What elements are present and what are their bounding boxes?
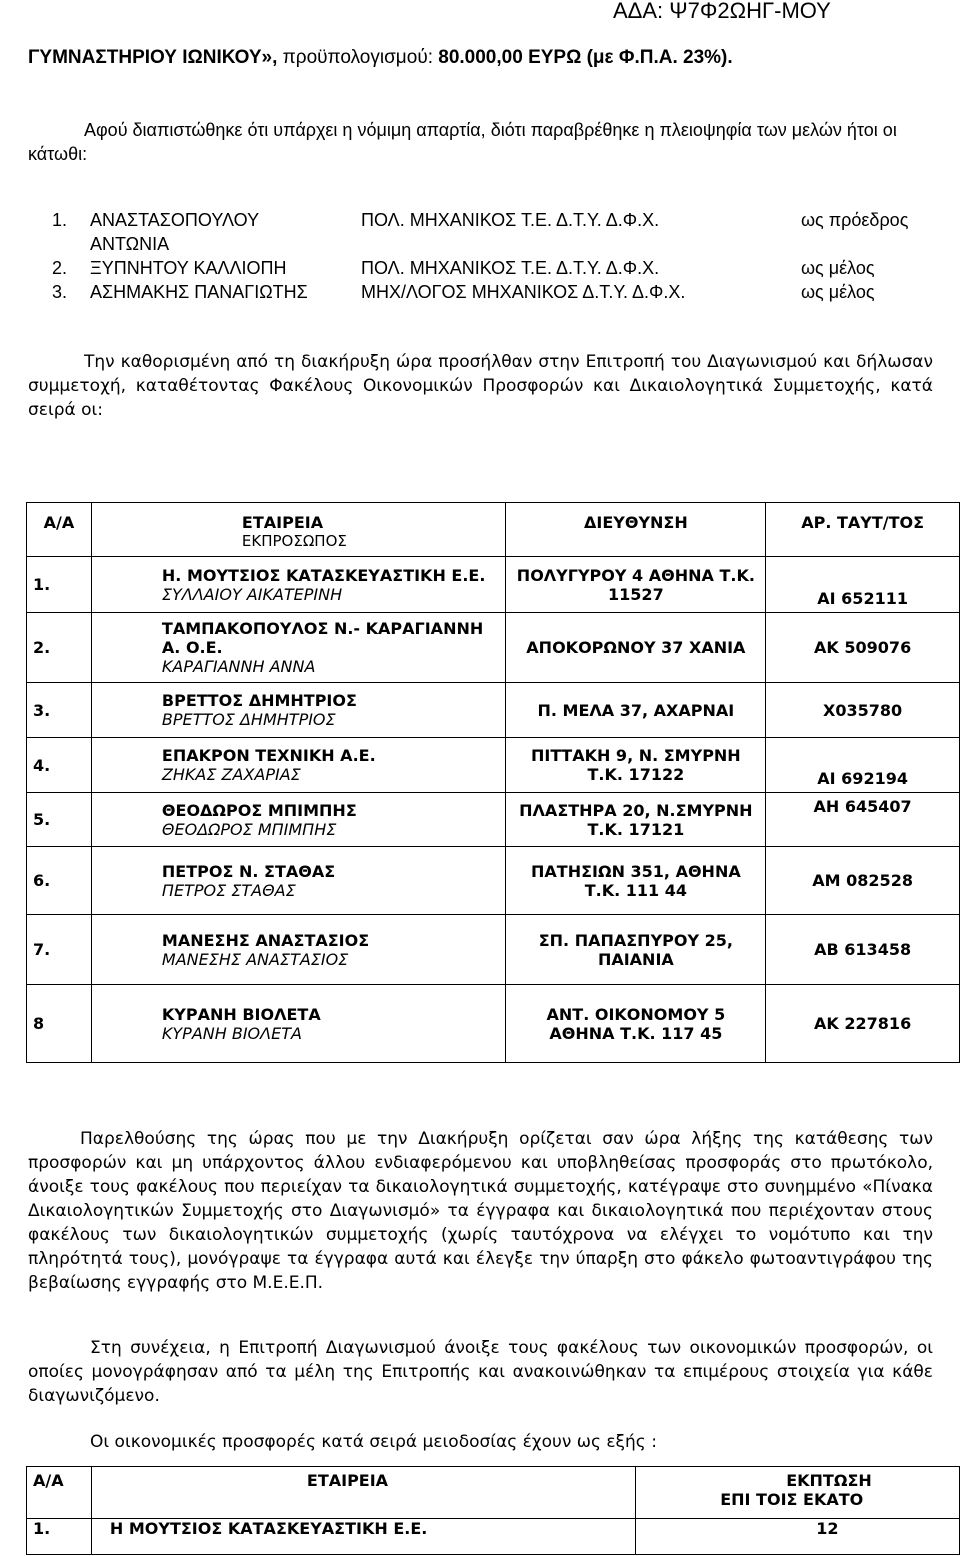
offers-table <box>26 1466 960 1555</box>
member-title: ΜΗΧ/ΛΟΓΟΣ ΜΗΧΑΝΙΚΟΣ Δ.Τ.Υ. Δ.Φ.Χ. <box>361 282 686 302</box>
row-company: ΤΑΜΠΑΚΟΠΟΥΛΟΣ Ν.- ΚΑΡΑΓΙΑΝΝΗ Α. Ο.Ε. <box>161 619 484 657</box>
row-company: ΚΥΡΑΝΗ ΒΙΟΛΕΤΑ <box>161 1004 321 1024</box>
row-company: ΕΠΑΚΡΟΝ ΤΕΧΝΙΚΗ Α.Ε. <box>161 746 376 765</box>
row-address: ΣΠ. ΠΑΠΑΣΠΥΡΟΥ 25, ΠΑΙΑΝΙΑ <box>506 915 766 985</box>
tender-title <box>28 44 928 72</box>
header-num: Α/Α <box>27 503 92 557</box>
member-role: ως μέλος <box>801 282 875 302</box>
table-header-row <box>27 503 960 557</box>
row-id: ΑΙ 652111 <box>766 557 960 613</box>
tender-title-bold-2: 80.000,00 ΕΥΡΩ (με Φ.Π.Α. 23%). <box>438 47 733 68</box>
offers-header-discount-2: ΕΠΙ ΤΟΙΣ ΕΚΑΤΟ <box>720 1490 864 1509</box>
member-title: ΠΟΛ. ΜΗΧΑΝΙΚΟΣ Τ.Ε. Δ.Τ.Υ. Δ.Φ.Χ. <box>361 258 660 278</box>
offers-header-num: Α/Α <box>27 1467 92 1519</box>
row-id: ΑΚ 227816 <box>766 985 960 1063</box>
row-id: ΑΙ 692194 <box>766 738 960 793</box>
row-num: 6. <box>27 847 92 915</box>
offers-intro: Οι οικονομικές προσφορές κατά σειρά μειοδοσίας έχουν ως εξής : <box>90 1432 657 1452</box>
document-code: ΑΔΑ: Ψ7Φ2ΩΗΓ-ΜΟΥ <box>613 0 831 23</box>
table-row <box>27 557 960 613</box>
offer-company: Η ΜΟΥΤΣΙΟΣ ΚΑΤΑΣΚΕΥΑΣΤΙΚΗ Ε.Ε. <box>91 1519 635 1555</box>
row-id: Χ035780 <box>766 683 960 738</box>
member-role: ως μέλος <box>801 258 875 278</box>
member-name: ΑΝΑΣΤΑΣΟΠΟΥΛΟΥ <box>90 210 260 230</box>
row-num: 3. <box>27 683 92 738</box>
row-num: 7. <box>27 915 92 985</box>
member-name: ΑΣΗΜΑΚΗΣ ΠΑΝΑΓΙΩΤΗΣ <box>90 282 308 302</box>
row-company: ΘΕΟΔΩΡΟΣ ΜΠΙΜΠΗΣ <box>161 800 357 820</box>
row-address: ΠΛΑΣΤΗΡΑ 20, Ν.ΣΜΥΡΝΗ Τ.Κ. 17121 <box>506 793 766 847</box>
row-rep: ΣΥΛΛΑΙΟΥ ΑΙΚΑΤΕΡΙΝΗ <box>161 584 343 604</box>
procedure-paragraph: Παρελθούσης της ώρας που με την Διακήρυξη ορίζεται σαν ώρα λήξης της κατάθεσης των προσφορών και μη υπάρχοντος άλλου ενδιαφερόμενου και υποβληθείσας προσφοράς στο πρωτόκολο, άνοιξε τους φακέλους που περιείχαν τα δικαιολογητικά συμμετοχής, κατέγραψε στο συνημμένο «Πίνακα Δικαιολογητικών Συμμετοχής στο Διαγωνισμό» τα έγγραφα και δικαιολογητικά που περιέχονταν στους φακέλους των δικαιολογητικών συμμετοχής (χωρίς ταυτόχρονα να ελέγχει το νομότυπο και την πληρότητά τους), μονόγραψε τα έγγραφα αυτά και έλεγξε την ύπαρξη στο φάκελο φωτοαντιγράφου της βεβαίωσης εγγραφής στο Μ.Ε.Ε.Π. <box>28 1129 933 1293</box>
row-company: ΒΡΕΤΤΟΣ ΔΗΜΗΤΡΙΟΣ <box>161 691 357 710</box>
row-address: ΑΠΟΚΟΡΩΝΟΥ 37 ΧΑΝΙΑ <box>506 613 766 683</box>
table-row <box>27 847 960 915</box>
quorum-paragraph: Αφού διαπιστώθηκε ότι υπάρχει η νόμιμη απαρτία, διότι παραβρέθηκε η πλειοψηφία των μελών ήτοι οι κάτωθι: <box>28 120 897 164</box>
offer-num: 1. <box>27 1519 92 1555</box>
table-row <box>27 985 960 1063</box>
table-header-row <box>27 1467 960 1519</box>
row-address: ΠΙΤΤΑΚΗ 9, Ν. ΣΜΥΡΝΗ Τ.Κ. 17122 <box>506 738 766 793</box>
intro-paragraph: Την καθορισμένη από τη διακήρυξη ώρα προσήλθαν στην Επιτροπή του Διαγωνισμού και δήλωσαν συμμετοχή, καταθέτοντας Φακέλους Οικονομικών Προσφορών και Δικαιολογητικά Συμμετοχής, κατά σειρά οι: <box>28 352 933 420</box>
participants-table <box>26 502 960 1063</box>
header-rep: ΕΚΠΡΟΣΩΠΟΣ <box>241 532 347 550</box>
offers-header-discount-1: ΕΚΠΤΩΣΗ <box>786 1471 872 1490</box>
row-rep: ΚΥΡΑΝΗ ΒΙΟΛΕΤΑ <box>161 1023 302 1043</box>
member-number: 3. <box>52 282 68 302</box>
row-address: ΠΟΛΥΓΥΡΟΥ 4 ΑΘΗΝΑ Τ.Κ. 11527 <box>506 557 766 613</box>
member-name-cont: ΑΝΤΩΝΙΑ <box>90 234 170 254</box>
row-num: 8 <box>27 985 92 1063</box>
row-rep: ΖΗΚΑΣ ΖΑΧΑΡΙΑΣ <box>161 765 301 784</box>
tender-title-bold-1: ΓΥΜΝΑΣΤΗΡΙΟΥ ΙΩΝΙΚΟΥ», <box>28 47 278 68</box>
header-company: ΕΤΑΙΡΕΙΑ <box>241 513 324 532</box>
row-rep: ΒΡΕΤΤΟΣ ΔΗΜΗΤΡΙΟΣ <box>161 710 336 729</box>
row-id: ΑΚ 509076 <box>766 613 960 683</box>
table-row <box>27 738 960 793</box>
member-title: ΠΟΛ. ΜΗΧΑΝΙΚΟΣ Τ.Ε. Δ.Τ.Υ. Δ.Φ.Χ. <box>361 210 660 230</box>
row-company: Η. ΜΟΥΤΣΙΟΣ ΚΑΤΑΣΚΕΥΑΣΤΙΚΗ Ε.Ε. <box>161 565 486 585</box>
row-num: 1. <box>27 557 92 613</box>
member-number: 2. <box>52 258 68 278</box>
header-company-cell <box>91 503 506 557</box>
row-rep: ΚΑΡΑΓΙΑΝΝΗ ΑΝΝΑ <box>161 657 316 676</box>
row-rep: ΠΕΤΡΟΣ ΣΤΑΘΑΣ <box>161 880 296 900</box>
offers-header-company: ΕΤΑΙΡΕΙΑ <box>91 1467 635 1519</box>
offer-discount: 12 <box>636 1519 960 1555</box>
next-step-paragraph: Στη συνέχεια, η Επιτροπή Διαγωνισμού άνοιξε τους φακέλους των οικονομικών προσφορών, οι οποίες μονογράφησαν από τα μέλη της Επιτροπής και ανακοινώθηκαν τα επιμέρους στοιχεία για κάθε διαγωνιζόμενο. <box>28 1338 933 1406</box>
table-row <box>27 793 960 847</box>
table-row <box>27 915 960 985</box>
table-row <box>27 1519 960 1555</box>
row-num: 2. <box>27 613 92 683</box>
row-rep: ΘΕΟΔΩΡΟΣ ΜΠΙΜΠΗΣ <box>161 819 337 839</box>
table-row <box>27 683 960 738</box>
row-company: ΠΕΤΡΟΣ Ν. ΣΤΑΘΑΣ <box>161 861 336 881</box>
row-rep: ΜΑΝΕΣΗΣ ΑΝΑΣΤΑΣΙΟΣ <box>161 949 349 969</box>
row-company: ΜΑΝΕΣΗΣ ΑΝΑΣΤΑΣΙΟΣ <box>161 930 370 950</box>
row-id: ΑΒ 613458 <box>766 915 960 985</box>
row-address: Π. ΜΕΛΑ 37, ΑΧΑΡΝΑΙ <box>506 683 766 738</box>
row-num: 4. <box>27 738 92 793</box>
tender-title-plain: προϋπολογισμού: <box>277 47 439 68</box>
row-id: ΑΜ 082528 <box>766 847 960 915</box>
header-address: ΔΙΕΥΘΥΝΣΗ <box>506 503 766 557</box>
row-id: ΑΗ 645407 <box>766 793 960 847</box>
header-id: ΑΡ. ΤΑΥΤ/ΤΟΣ <box>766 503 960 557</box>
row-num: 5. <box>27 793 92 847</box>
member-role: ως πρόεδρος <box>801 210 909 230</box>
row-address: ΑΝΤ. ΟΙΚΟΝΟΜΟΥ 5 ΑΘΗΝΑ Τ.Κ. 117 45 <box>506 985 766 1063</box>
member-number: 1. <box>52 210 68 230</box>
row-address: ΠΑΤΗΣΙΩΝ 351, ΑΘΗΝΑ Τ.Κ. 111 44 <box>506 847 766 915</box>
offers-header-discount-cell <box>636 1467 960 1519</box>
table-row <box>27 613 960 683</box>
member-name: ΞΥΠΝΗΤΟΥ ΚΑΛΛΙΟΠΗ <box>90 258 287 278</box>
